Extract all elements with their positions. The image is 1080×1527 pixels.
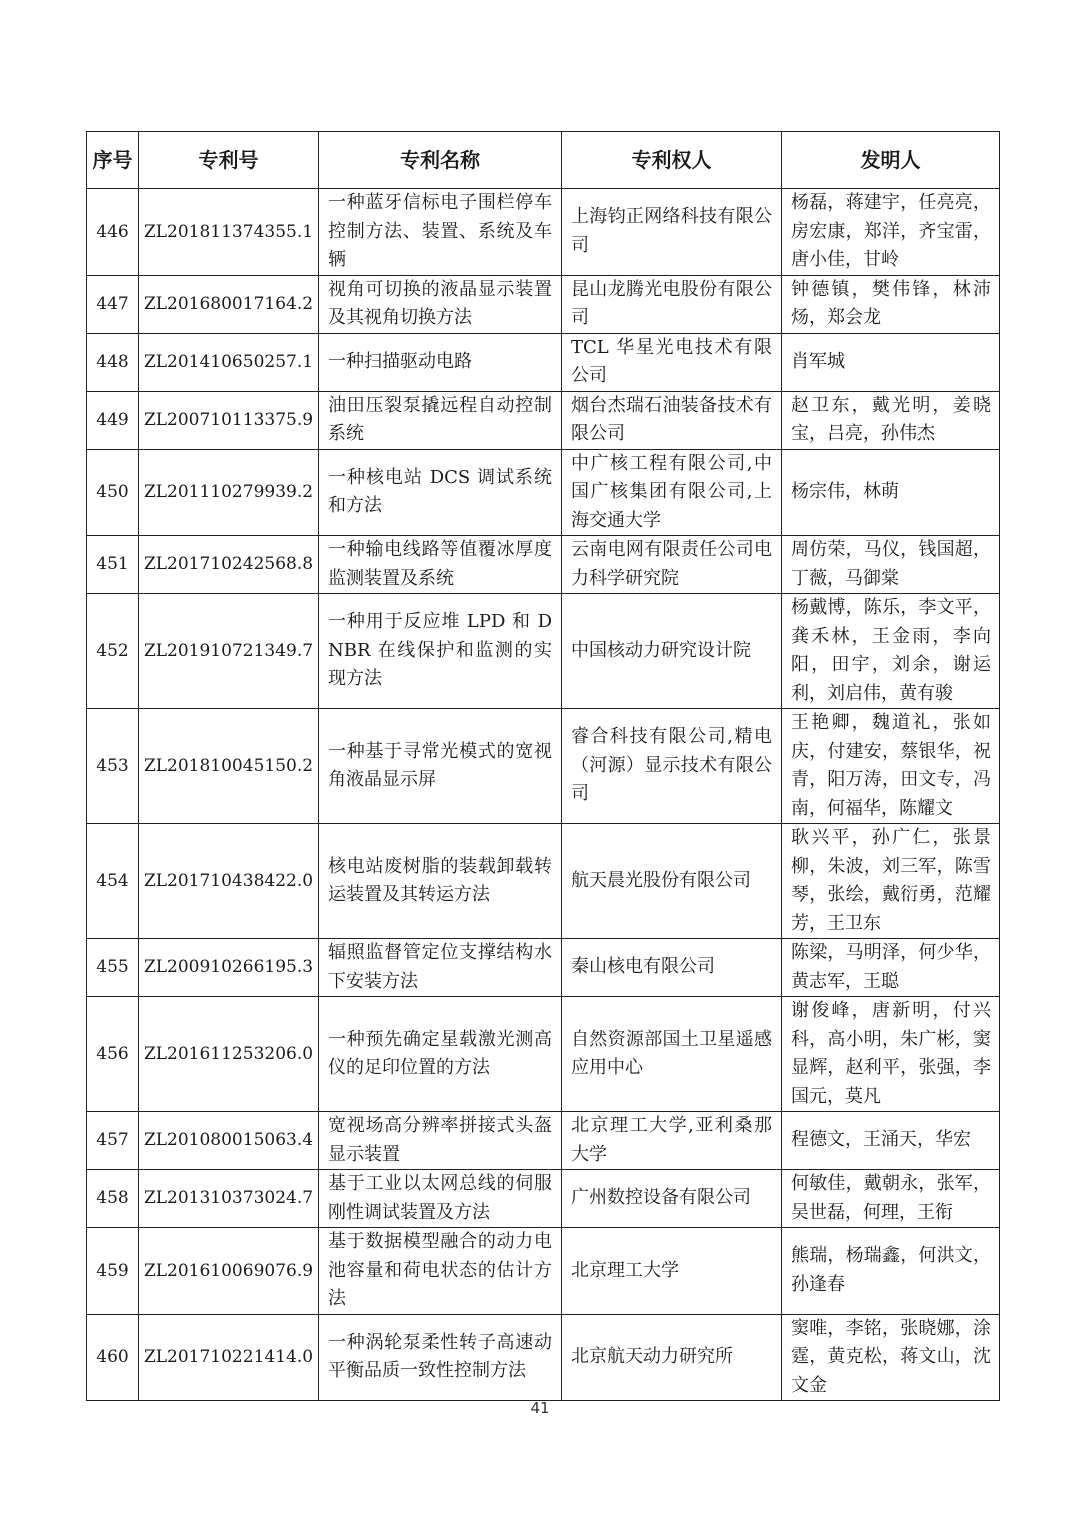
header-patent-number: 专利号 (139, 132, 319, 189)
header-patent-owner: 专利权人 (562, 132, 782, 189)
table-header-row (87, 132, 1000, 189)
patent-table (86, 131, 1000, 1401)
row-patent-number: ZL201610069076.9 (139, 1228, 319, 1315)
row-patent-number: ZL201710242568.8 (139, 536, 319, 594)
header-inventor: 发明人 (782, 132, 1000, 189)
row-patent-number: ZL201680017164.2 (139, 275, 319, 333)
row-patent-name: 一种核电站 DCS 调试系统和方法 (319, 449, 562, 536)
row-inventor: 窦唯，李铭，张晓娜，涂霆，黄克松，蒋文山，沈文金 (782, 1314, 1000, 1401)
row-patent-name: 一种扫描驱动电路 (319, 333, 562, 391)
row-inventor: 程德文，王涌天，华宏 (782, 1112, 1000, 1170)
row-patent-owner: 北京航天动力研究所 (562, 1314, 782, 1401)
row-patent-name: 一种蓝牙信标电子围栏停车控制方法、装置、系统及车辆 (319, 189, 562, 276)
table-row (87, 1170, 1000, 1228)
row-patent-number: ZL201611253206.0 (139, 997, 319, 1112)
row-patent-number: ZL201110279939.2 (139, 449, 319, 536)
row-patent-owner: 航天晨光股份有限公司 (562, 824, 782, 939)
row-seq: 458 (87, 1170, 139, 1228)
table-row (87, 997, 1000, 1112)
row-inventor: 何敏佳，戴朝永，张军，吴世磊，何理，王衔 (782, 1170, 1000, 1228)
row-patent-owner: 上海钧正网络科技有限公司 (562, 189, 782, 276)
row-patent-name: 视角可切换的液晶显示装置及其视角切换方法 (319, 275, 562, 333)
row-patent-owner: 广州数控设备有限公司 (562, 1170, 782, 1228)
row-patent-number: ZL201310373024.7 (139, 1170, 319, 1228)
table-row (87, 391, 1000, 449)
table-row (87, 1314, 1000, 1401)
row-patent-owner: 烟台杰瑞石油装备技术有限公司 (562, 391, 782, 449)
row-patent-owner: 云南电网有限责任公司电力科学研究院 (562, 536, 782, 594)
row-patent-name: 辐照监督管定位支撑结构水下安装方法 (319, 939, 562, 997)
row-patent-owner: 昆山龙腾光电股份有限公司 (562, 275, 782, 333)
header-seq: 序号 (87, 132, 139, 189)
row-patent-name: 基于数据模型融合的动力电池容量和荷电状态的估计方法 (319, 1228, 562, 1315)
table-row (87, 824, 1000, 939)
row-patent-owner: 北京理工大学,亚利桑那大学 (562, 1112, 782, 1170)
row-seq: 455 (87, 939, 139, 997)
row-patent-owner: 中广核工程有限公司,中国广核集团有限公司,上海交通大学 (562, 449, 782, 536)
row-seq: 460 (87, 1314, 139, 1401)
row-patent-owner: 北京理工大学 (562, 1228, 782, 1315)
row-patent-name: 油田压裂泵撬远程自动控制系统 (319, 391, 562, 449)
row-patent-number: ZL201811374355.1 (139, 189, 319, 276)
row-inventor: 杨宗伟，林萌 (782, 449, 1000, 536)
row-seq: 452 (87, 594, 139, 709)
row-inventor: 陈梁，马明泽，何少华，黄志军，王聪 (782, 939, 1000, 997)
header-patent-name: 专利名称 (319, 132, 562, 189)
row-seq: 447 (87, 275, 139, 333)
row-patent-owner: 中国核动力研究设计院 (562, 594, 782, 709)
row-seq: 454 (87, 824, 139, 939)
table-row (87, 275, 1000, 333)
table-row (87, 1112, 1000, 1170)
row-patent-owner: 秦山核电有限公司 (562, 939, 782, 997)
row-inventor: 王艳卿，魏道礼，张如庆，付建安，蔡银华，祝青，阳万涛，田文专，冯南，何福华，陈耀文 (782, 709, 1000, 824)
table-row (87, 594, 1000, 709)
row-seq: 451 (87, 536, 139, 594)
row-patent-owner: 自然资源部国土卫星遥感应用中心 (562, 997, 782, 1112)
row-seq: 446 (87, 189, 139, 276)
row-patent-owner: TCL 华星光电技术有限公司 (562, 333, 782, 391)
row-patent-number: ZL201710221414.0 (139, 1314, 319, 1401)
row-patent-number: ZL201710438422.0 (139, 824, 319, 939)
table-row (87, 1228, 1000, 1315)
row-inventor: 杨戴博，陈乐，李文平，龚禾林，王金雨，李向阳，田宇，刘余，谢运利，刘启伟，黄有骏 (782, 594, 1000, 709)
row-inventor: 熊瑞，杨瑞鑫，何洪文，孙逢春 (782, 1228, 1000, 1315)
row-patent-number: ZL201410650257.1 (139, 333, 319, 391)
row-seq: 450 (87, 449, 139, 536)
row-patent-number: ZL201810045150.2 (139, 709, 319, 824)
row-inventor: 周仿荣，马仪，钱国超，丁薇，马御棠 (782, 536, 1000, 594)
row-inventor: 肖军城 (782, 333, 1000, 391)
row-patent-name: 核电站废树脂的装载卸载转运装置及其转运方法 (319, 824, 562, 939)
row-patent-name: 宽视场高分辨率拼接式头盔显示装置 (319, 1112, 562, 1170)
row-patent-name: 一种涡轮泵柔性转子高速动平衡品质一致性控制方法 (319, 1314, 562, 1401)
row-patent-name: 一种预先确定星载激光测高仪的足印位置的方法 (319, 997, 562, 1112)
row-seq: 453 (87, 709, 139, 824)
row-inventor: 耿兴平，孙广仁，张景柳，朱波，刘三军，陈雪琴，张绘，戴衍勇，范耀芳，王卫东 (782, 824, 1000, 939)
table-row (87, 939, 1000, 997)
table-row (87, 449, 1000, 536)
row-inventor: 杨磊，蒋建宇，任亮亮，房宏康，郑洋，齐宝雷，唐小佳，甘岭 (782, 189, 1000, 276)
row-seq: 456 (87, 997, 139, 1112)
row-inventor: 钟德镇，樊伟锋，林沛炀，郑会龙 (782, 275, 1000, 333)
row-seq: 448 (87, 333, 139, 391)
row-inventor: 赵卫东，戴光明，姜晓宝，吕亮，孙伟杰 (782, 391, 1000, 449)
table-row (87, 709, 1000, 824)
table-body (87, 189, 1000, 1401)
row-patent-name: 基于工业以太网总线的伺服刚性调试装置及方法 (319, 1170, 562, 1228)
table-row (87, 189, 1000, 276)
row-patent-name: 一种用于反应堆 LPD 和 DNBR 在线保护和监测的实现方法 (319, 594, 562, 709)
row-inventor: 谢俊峰，唐新明，付兴科，高小明，朱广彬，窦显辉，赵利平，张强，李国元，莫凡 (782, 997, 1000, 1112)
row-patent-name: 一种输电线路等值覆冰厚度监测装置及系统 (319, 536, 562, 594)
table-row (87, 536, 1000, 594)
page-number: 41 (530, 1399, 550, 1417)
row-seq: 457 (87, 1112, 139, 1170)
row-patent-number: ZL200710113375.9 (139, 391, 319, 449)
row-patent-number: ZL201910721349.7 (139, 594, 319, 709)
row-seq: 449 (87, 391, 139, 449)
row-patent-number: ZL201080015063.4 (139, 1112, 319, 1170)
row-patent-name: 一种基于寻常光模式的宽视角液晶显示屏 (319, 709, 562, 824)
row-patent-owner: 睿合科技有限公司,精电（河源）显示技术有限公司 (562, 709, 782, 824)
table-row (87, 333, 1000, 391)
row-seq: 459 (87, 1228, 139, 1315)
row-patent-number: ZL200910266195.3 (139, 939, 319, 997)
